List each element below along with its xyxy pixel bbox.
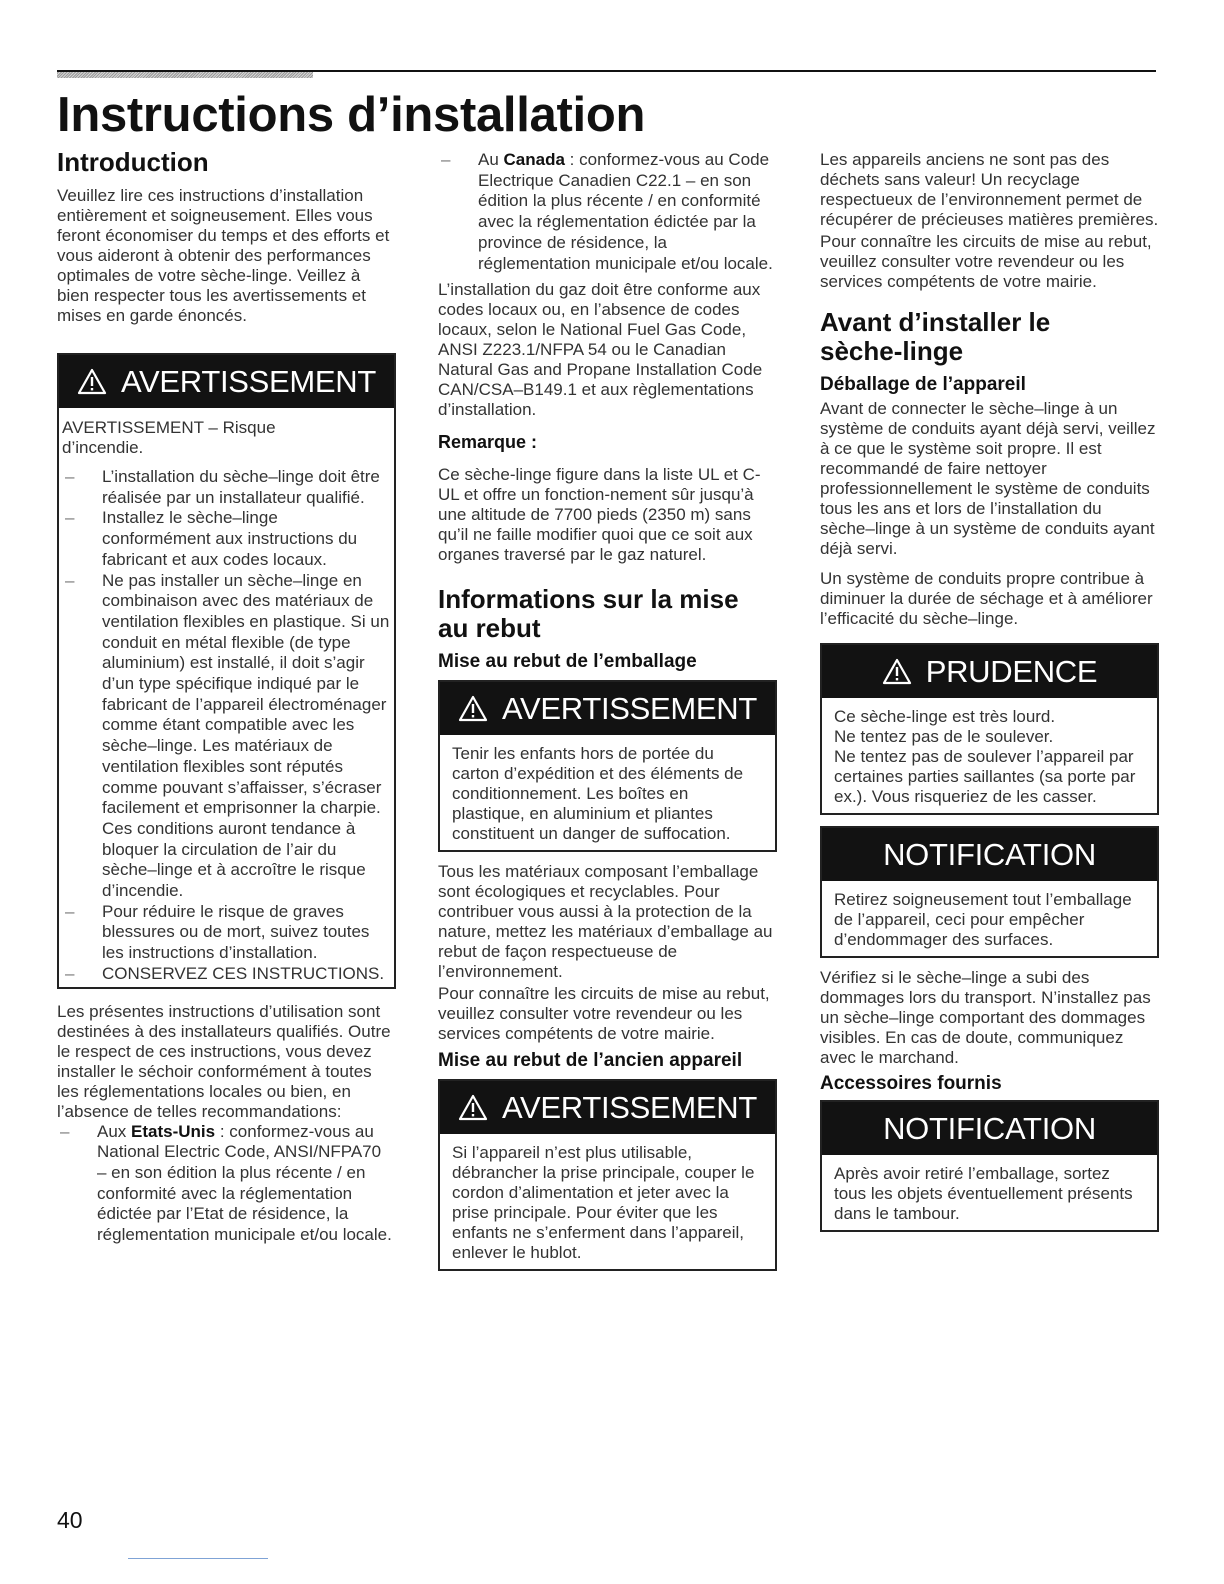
list-item: – Ne pas installer un sèche–linge en combinaison avec des matériaux de ventilation flexibles en plastique. Si un conduit en métal flexible (de type aluminium) est installé, il doit s’agir d’un type spécifique indiqué par le fabricant de l’appareil électroménager comme étant compatible avec les sèche–linge. Les matériaux de ventilation flexibles sont réputés comme pouvant s’affaisser, s’écraser facilement et emprisonner la charpie. Ces conditions auront tendance à bloquer la circulation de l’air du sèche–linge et à accroître le risque d’incendie.: [62, 571, 391, 902]
notification-title-2: NOTIFICATION: [883, 1110, 1096, 1146]
column-left: [57, 148, 393, 1246]
disposal-heading: Informations sur la mise au rebut: [438, 584, 739, 644]
warning-triangle-icon: [458, 1094, 488, 1121]
page-number: 40: [57, 1507, 83, 1533]
packaging-warning-title: AVERTISSEMENT: [501, 690, 758, 726]
old-appliance-warning-box: [438, 1079, 777, 1271]
old-appliance-text: Les appareils anciens ne sont pas des déchets sans valeur! Un recyclage respectueux de l’environnement permet de récupérer de précieuses matières premières.: [820, 150, 1159, 229]
remark-text: Ce sèche-linge figure dans la liste UL et C-UL et offre un fonction-nement sûr jusqu’à une altitude de 7700 pieds (2350 m) sans qu’il ne faille modifier quoi que ce soit aux organes traversé par le gaz naturel.: [438, 465, 761, 565]
fire-warning-body: [59, 408, 394, 987]
fire-warning-list: [62, 467, 391, 985]
notification-body-1: [822, 881, 1157, 956]
old-appliance-warning-title: AVERTISSEMENT: [501, 1089, 758, 1125]
caution-box: [820, 643, 1159, 815]
caution-body: [822, 698, 1157, 813]
old-circuits-text: Pour connaître les circuits de mise au rebut, veuillez consulter votre revendeur ou les services compétents de votre mairie.: [820, 232, 1152, 291]
list-item: – Pour réduire le risque de graves blessures ou de mort, suivez toutes les instructions d’installation.: [62, 902, 391, 964]
packaging-warning-box: [438, 680, 777, 852]
fire-warning-box: [57, 353, 396, 989]
packaging-warning-text: Tenir les enfants hors de portée du carton d’expédition et des éléments de conditionnement. Les boîtes en plastique, en aluminium et pliantes constituent un danger de suffocation.: [452, 744, 744, 844]
caution-header: [822, 645, 1157, 698]
fire-warning-lead: AVERTISSEMENT – Risque d’incendie.: [62, 418, 276, 457]
notification-box-2: [820, 1100, 1159, 1232]
damage-text: Vérifiez si le sèche–linge a subi des dommages lors du transport. N’installez pas un sèche–linge comportant des dommages visibles. En cas de doute, communiquez avec le marchand.: [820, 968, 1151, 1067]
header-rule: [57, 70, 1156, 72]
old-appliance-heading: Mise au rebut de l’ancien appareil: [438, 1050, 743, 1072]
fire-warning-title: AVERTISSEMENT: [120, 363, 377, 399]
list-item: – Aux Etats-Unis : conformez-vous au National Electric Code, ANSI/NFPA70 – en son édition la plus récente / en conformité avec la réglementation édictée par l’Etat de résidence, la réglementation municipale et/ou locale.: [57, 1122, 393, 1246]
materials-text: Tous les matériaux composant l’emballage sont écologiques et recyclables. Pour contribuer vous aussi à la protection de la nature, mettez les matériaux d’emballage au rebut de façon respectueuse de l’environnement.: [438, 862, 773, 982]
warning-triangle-icon: [882, 658, 912, 685]
caution-line: Ne tentez pas de le soulever.: [834, 727, 1054, 746]
accessories-heading: Accessoires fournis: [820, 1073, 1002, 1094]
intro-text: Veuillez lire ces instructions d’installation entièrement et soigneusement. Elles vous feront économiser du temps et des efforts et vous aideront à obtenir des performances optimales de votre sèche-linge. Veillez à bien respecter tous les avertissements et mises en garde énoncés.: [57, 186, 390, 325]
column-middle: [438, 150, 780, 1271]
list-item: – Installez le sèche–linge conformément aux instructions du fabricant et aux codes locaux.: [62, 508, 391, 570]
circuits-text: Pour connaître les circuits de mise au rebut, veuillez consulter votre revendeur ou les services compétents de votre mairie.: [438, 984, 770, 1044]
notification-header-1: [822, 828, 1157, 881]
page-title: Instructions d’installation: [57, 88, 646, 142]
notification-text-1: Retirez soigneusement tout l’emballage de l’appareil, ceci pour empêcher d’endommager des surfaces.: [834, 890, 1132, 949]
regulations-list-us: [57, 1122, 393, 1246]
before-install-heading: Avant d’installer le sèche-linge: [820, 307, 1051, 366]
notification-box-1: [820, 826, 1159, 958]
old-appliance-warning-body: [440, 1134, 775, 1269]
notification-title-1: NOTIFICATION: [883, 836, 1096, 872]
list-item: – L’installation du sèche–linge doit être réalisée par un installateur qualifié.: [62, 467, 391, 508]
unpack-text-1: Avant de connecter le sèche–linge à un système de conduits ayant déjà servi, veillez à ce que le système soit propre. Il est recommandé de faire nettoyer professionnellement le système de conduits tous les ans et lors de l’installation du sèche–linge à un système de conduits ayant déjà servi.: [820, 399, 1156, 558]
notification-body-2: [822, 1155, 1157, 1230]
caution-line: Ne tentez pas de soulever l’appareil par certaines parties saillantes (sa porte par ex.). Vous risqueriez de les casser.: [834, 747, 1136, 806]
unpack-text-2: Un système de conduits propre contribue à diminuer la durée de séchage et à améliorer l’efficacité du sèche–linge.: [820, 569, 1153, 628]
caution-line: Ce sèche-linge est très lourd.: [834, 707, 1056, 726]
list-item: – Au Canada : conformez-vous au Code Electrique Canadien C22.1 – en son édition la plus récente / en conformité avec la réglementation édictée par la province de résidence, la réglementation municipale et/ou locale.: [438, 150, 780, 274]
notification-text-2: Après avoir retiré l’emballage, sortez tous les objets éventuellement présents dans le tambour.: [834, 1164, 1133, 1223]
footer-rule: [128, 1558, 268, 1559]
intro-heading: Introduction: [57, 147, 209, 177]
old-appliance-warning-header: [440, 1081, 775, 1134]
list-item: – CONSERVEZ CES INSTRUCTIONS.: [62, 964, 391, 985]
regulations-list-ca: [438, 150, 780, 274]
packaging-warning-header: [440, 682, 775, 735]
caution-title: PRUDENCE: [925, 653, 1098, 689]
warning-triangle-icon: [77, 368, 107, 395]
warning-triangle-icon: [458, 695, 488, 722]
installers-text: Les présentes instructions d’utilisation sont destinées à des installateurs qualifiés. Outre le respect de ces instructions, vous devez installer le séchoir conformément à toutes les réglementations locales ou bien, en l’absence de telles recommandations:: [57, 1001, 391, 1121]
column-right: [820, 150, 1160, 1232]
fire-warning-header: [59, 355, 394, 408]
packaging-heading: Mise au rebut de l’emballage: [438, 651, 697, 673]
gas-text: L’installation du gaz doit être conforme aux codes locaux ou, en l’absence de codes locaux, selon le National Fuel Gas Code, ANSI Z223.1/NFPA 54 ou le Canadian Natural Gas and Propane Installation Code CAN/CSA–B149.1 et aux règlementations d’installation.: [438, 280, 763, 420]
unpack-heading: Déballage de l’appareil: [820, 374, 1026, 395]
notification-header-2: [822, 1102, 1157, 1155]
remark-label: Remarque :: [438, 432, 538, 453]
old-appliance-warning-text: Si l’appareil n’est plus utilisable, débrancher la prise principale, couper le cordon d’alimentation et jeter avec la prise principale. Pour éviter que les enfants ne s’enferment dans l’appareil, enlever le hublot.: [452, 1143, 755, 1263]
packaging-warning-body: [440, 735, 775, 850]
